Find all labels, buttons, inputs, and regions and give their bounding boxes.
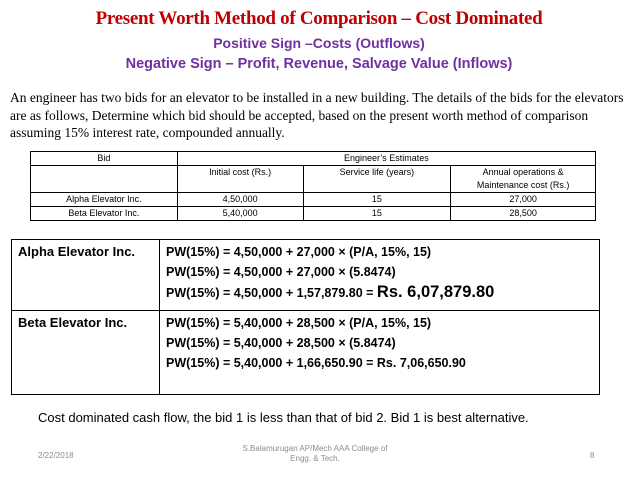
row-initial-cost: 5,40,000: [177, 207, 303, 221]
calc-row-alpha: [12, 240, 600, 311]
header-engineers-estimates: Engineer’s Estimates: [177, 152, 595, 166]
estimates-table: [30, 151, 596, 221]
calculation-table: [11, 239, 600, 395]
calc-beta-line1: PW(15%) = 5,40,000 + 28,500 × (P/A, 15%, 15): [166, 316, 432, 330]
row-annual-cost: 28,500: [451, 207, 596, 221]
calc-beta-line3: PW(15%) = 5,40,000 + 1,66,650.90 = Rs. 7,06,650.90: [166, 356, 466, 370]
calc-alpha-result: Rs. 6,07,879.80: [376, 283, 495, 301]
conclusion-text: Cost dominated cash flow, the bid 1 is less than that of bid 2. Bid 1 is best alternative.: [38, 410, 529, 425]
row-annual-cost: 27,000: [451, 193, 596, 207]
row-service-life: 15: [303, 207, 451, 221]
table-row: [31, 193, 596, 207]
footer-author-line2: Engg. & Tech.: [290, 454, 340, 463]
estimates-subheader-row: [31, 166, 596, 193]
calc-label-alpha: Alpha Elevator Inc.: [12, 240, 160, 311]
header-annual-cost: [451, 166, 596, 193]
calc-row-beta: [12, 311, 600, 395]
estimates-header-row: [31, 152, 596, 166]
header-annual-cost-line1: Annual operations &: [482, 167, 564, 177]
header-bid: Bid: [31, 152, 178, 166]
header-initial-cost: Initial cost (Rs.): [177, 166, 303, 193]
calc-alpha-line3: [166, 282, 593, 303]
row-bid: Beta Elevator Inc.: [31, 207, 178, 221]
table-row: [31, 207, 596, 221]
header-service-life: Service life (years): [303, 166, 451, 193]
footer-author-line1: S.Balamurugan AP/Mech AAA College of: [242, 444, 388, 453]
calc-steps-beta: [160, 311, 600, 395]
header-empty: [31, 166, 178, 193]
footer-date: 2/22/2018: [38, 451, 74, 460]
calc-label-beta: Beta Elevator Inc.: [12, 311, 160, 395]
calc-alpha-line3-prefix: PW(15%) = 4,50,000 + 1,57,879.80 =: [166, 286, 377, 300]
row-bid: Alpha Elevator Inc.: [31, 193, 178, 207]
calc-steps-alpha: [160, 240, 600, 311]
problem-statement: An engineer has two bids for an elevator to be installed in a new building. The details of the bids for the elevators are as follows, Determine which bid should be accepted, based on the present worth method of comparison assuming 15% interest rate, compounded annually.: [10, 90, 624, 140]
calc-alpha-line2: PW(15%) = 4,50,000 + 27,000 × (5.8474): [166, 265, 396, 279]
calc-beta-line2: PW(15%) = 5,40,000 + 28,500 × (5.8474): [166, 336, 396, 350]
subtitle-inflows: Negative Sign – Profit, Revenue, Salvage Value (Inflows): [125, 56, 513, 72]
slide-title: Present Worth Method of Comparison – Cost Dominated: [95, 8, 543, 29]
footer-author: [210, 444, 420, 464]
subtitle-costs: Positive Sign –Costs (Outflows): [213, 35, 425, 51]
row-initial-cost: 4,50,000: [177, 193, 303, 207]
footer-page-number: 8: [590, 451, 595, 460]
calc-alpha-line1: PW(15%) = 4,50,000 + 27,000 × (P/A, 15%, 15): [166, 245, 432, 259]
header-annual-cost-line2: Maintenance cost (Rs.): [476, 180, 570, 190]
row-service-life: 15: [303, 193, 451, 207]
